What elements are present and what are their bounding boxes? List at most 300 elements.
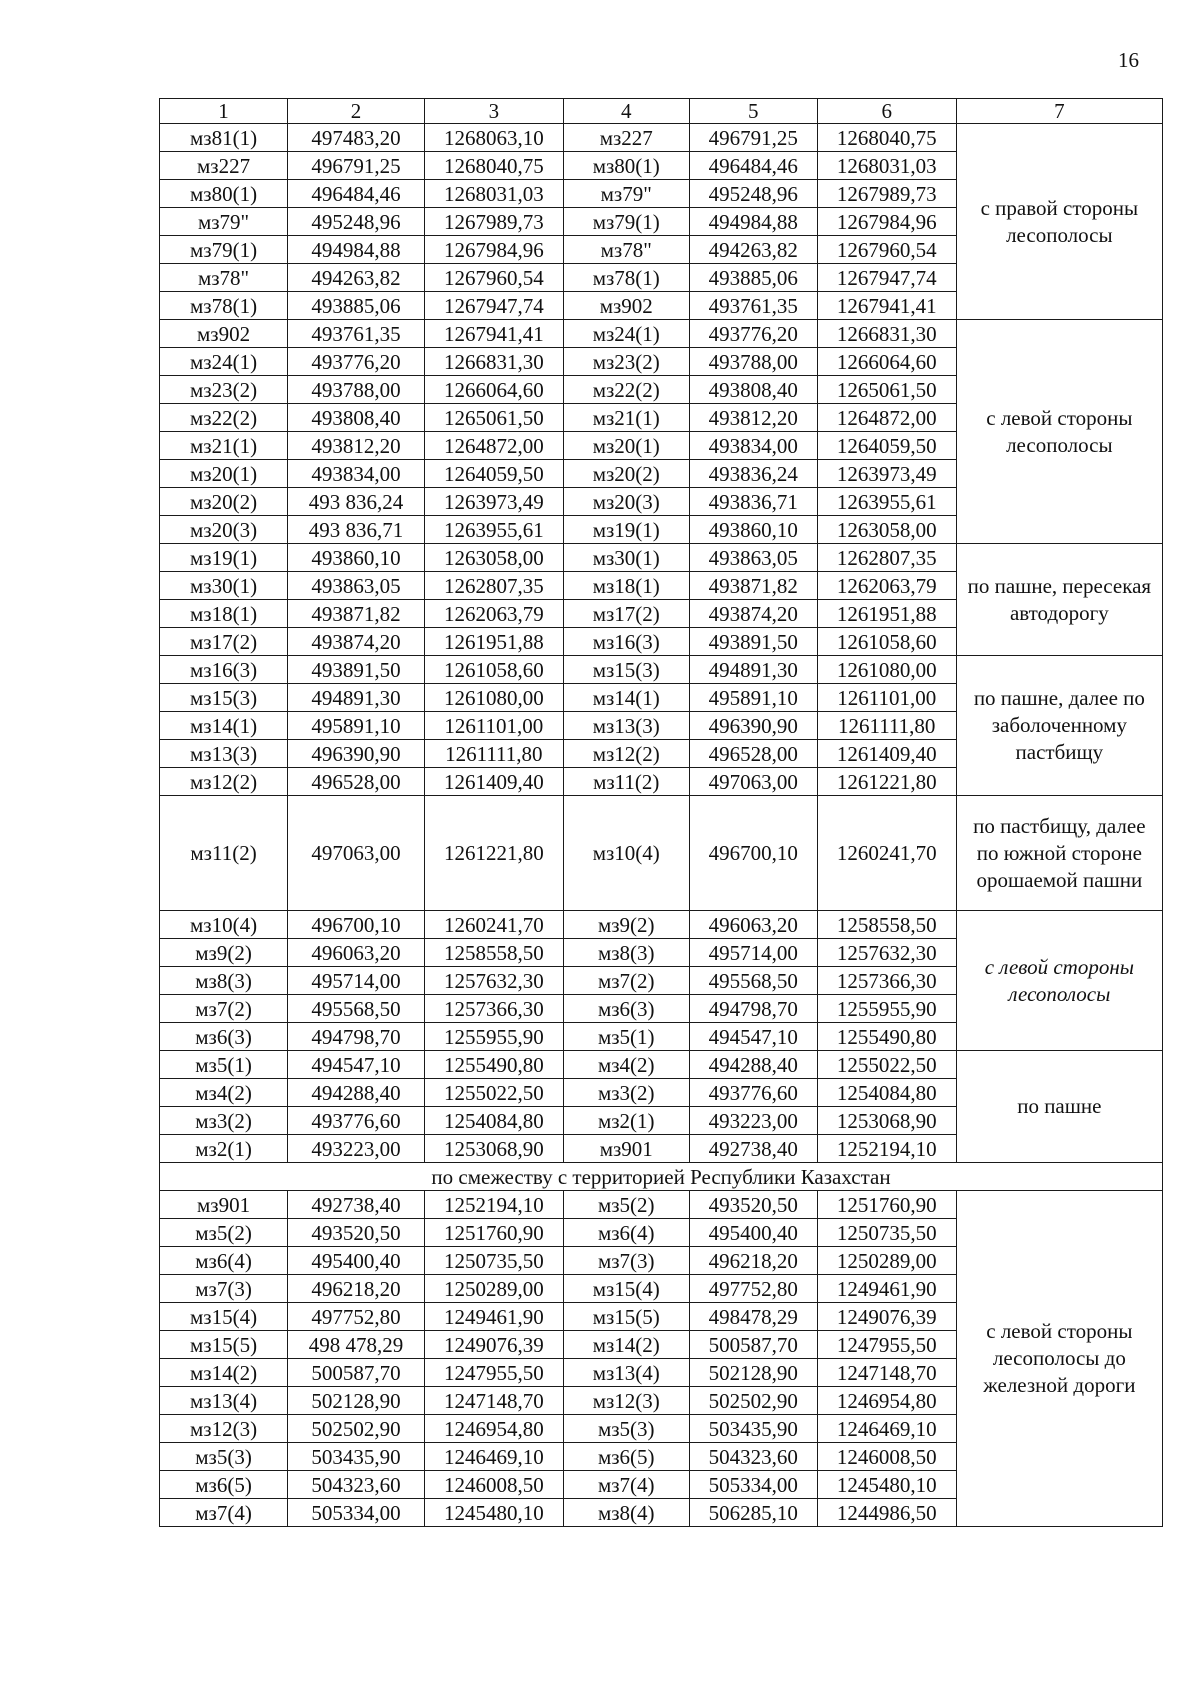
table-cell: мз16(3) (563, 628, 689, 656)
table-cell: мз7(4) (563, 1471, 689, 1499)
table-cell: 502502,90 (689, 1387, 817, 1415)
table-cell: 1262063,79 (817, 572, 956, 600)
table-cell: 1253068,90 (424, 1135, 563, 1163)
table-cell: 493863,05 (288, 572, 425, 600)
table-cell: мз7(2) (563, 967, 689, 995)
table-cell: 494547,10 (288, 1051, 425, 1079)
table-cell: мз20(3) (160, 516, 288, 544)
table-cell: 1267960,54 (424, 264, 563, 292)
table-cell: мз80(1) (160, 180, 288, 208)
table-cell: 493776,60 (288, 1107, 425, 1135)
table-cell: 496791,25 (288, 152, 425, 180)
table-cell: 1247148,70 (424, 1387, 563, 1415)
table-cell: мз15(5) (160, 1331, 288, 1359)
table-cell: 1266831,30 (817, 320, 956, 348)
table-cell: мз79(1) (563, 208, 689, 236)
table-cell: 494798,70 (689, 995, 817, 1023)
table-cell: мз12(2) (160, 768, 288, 796)
note-row (160, 1163, 1163, 1191)
table-header (160, 99, 1163, 124)
table-cell: 1267941,41 (424, 320, 563, 348)
table-cell: 1266064,60 (424, 376, 563, 404)
table-cell: 1268040,75 (817, 124, 956, 152)
table-cell: мз2(1) (160, 1135, 288, 1163)
table-cell: 496390,90 (689, 712, 817, 740)
table-cell: 493871,82 (288, 600, 425, 628)
page-number: 16 (1118, 48, 1139, 72)
table-cell: 1257632,30 (817, 939, 956, 967)
table-cell: 1268040,75 (424, 152, 563, 180)
table-cell: 493836,24 (689, 460, 817, 488)
table-cell: 1246008,50 (817, 1443, 956, 1471)
table-cell: 1262063,79 (424, 600, 563, 628)
table-cell: мз227 (563, 124, 689, 152)
table-cell: мз18(1) (563, 572, 689, 600)
table-cell: 493776,20 (288, 348, 425, 376)
table-cell: 1255490,80 (817, 1023, 956, 1051)
table-cell: 1254084,80 (817, 1079, 956, 1107)
table-cell: мз80(1) (563, 152, 689, 180)
table-cell: мз6(5) (563, 1443, 689, 1471)
table-cell: 1255955,90 (424, 1023, 563, 1051)
table-cell: 492738,40 (288, 1191, 425, 1219)
table-cell: 1261951,88 (424, 628, 563, 656)
table-cell: 1268031,03 (424, 180, 563, 208)
table-cell: 495891,10 (288, 712, 425, 740)
table-cell: мз227 (160, 152, 288, 180)
table-cell: мз20(2) (160, 488, 288, 516)
table-cell: мз15(4) (563, 1275, 689, 1303)
column-header: 7 (956, 99, 1162, 124)
table-cell: 494288,40 (288, 1079, 425, 1107)
table-cell: 493 836,71 (288, 516, 425, 544)
table-cell: мз5(2) (563, 1191, 689, 1219)
table-cell: 1244986,50 (817, 1499, 956, 1527)
column-header: 6 (817, 99, 956, 124)
table-cell: 1263955,61 (817, 488, 956, 516)
table-cell: 494891,30 (689, 656, 817, 684)
table-cell: 504323,60 (689, 1443, 817, 1471)
table-cell: 1267989,73 (817, 180, 956, 208)
table-cell: мз16(3) (160, 656, 288, 684)
table-cell: мз12(3) (563, 1387, 689, 1415)
table-cell: мз23(2) (160, 376, 288, 404)
table-cell: 1247955,50 (817, 1331, 956, 1359)
table-cell: мз20(1) (160, 460, 288, 488)
table-cell: 1245480,10 (817, 1471, 956, 1499)
table-cell: 495714,00 (288, 967, 425, 995)
table-cell: 1268063,10 (424, 124, 563, 152)
table-cell: мз15(4) (160, 1303, 288, 1331)
table-cell: 497483,20 (288, 124, 425, 152)
table-cell: 1246954,80 (817, 1387, 956, 1415)
table-cell: мз11(2) (160, 796, 288, 911)
table-cell: 497752,80 (288, 1303, 425, 1331)
table-cell: 493776,20 (689, 320, 817, 348)
table-cell: 1262807,35 (817, 544, 956, 572)
segment-description: по пашне, пересекая автодорогу (956, 544, 1162, 656)
table-cell: мз23(2) (563, 348, 689, 376)
table-cell: 1246469,10 (817, 1415, 956, 1443)
table-cell: 497063,00 (288, 796, 425, 911)
table-row (160, 1051, 1163, 1079)
table-cell: мз19(1) (563, 516, 689, 544)
segment-description: по пашне, далее по заболоченному пастбищу (956, 656, 1162, 796)
table-cell: 1249461,90 (817, 1275, 956, 1303)
table-body (160, 124, 1163, 1527)
table-cell: 1254084,80 (424, 1107, 563, 1135)
table-cell: 1263973,49 (817, 460, 956, 488)
table-cell: мз14(1) (160, 712, 288, 740)
table-cell: 496484,46 (288, 180, 425, 208)
table-cell: 1262807,35 (424, 572, 563, 600)
table-cell: 494263,82 (288, 264, 425, 292)
table-cell: 1252194,10 (424, 1191, 563, 1219)
table-cell: 1246469,10 (424, 1443, 563, 1471)
table-cell: 1267984,96 (817, 208, 956, 236)
segment-description: с левой стороны лесополосы (956, 320, 1162, 544)
border-note: по смежеству с территорией Республики Казахстан (160, 1163, 1163, 1191)
table-cell: 1250735,50 (424, 1247, 563, 1275)
table-cell: мз20(2) (563, 460, 689, 488)
table-cell: мз12(2) (563, 740, 689, 768)
table-cell: 493874,20 (288, 628, 425, 656)
table-cell: мз14(2) (563, 1331, 689, 1359)
table-cell: мз5(1) (160, 1051, 288, 1079)
table-cell: 496528,00 (689, 740, 817, 768)
table-cell: 505334,00 (689, 1471, 817, 1499)
table-cell: 497752,80 (689, 1275, 817, 1303)
table-cell: мз7(3) (563, 1247, 689, 1275)
table-cell: 497063,00 (689, 768, 817, 796)
table-cell: мз8(3) (160, 967, 288, 995)
table-cell: мз902 (563, 292, 689, 320)
table-cell: мз24(1) (563, 320, 689, 348)
table-cell: мз6(3) (160, 1023, 288, 1051)
table-cell: 1257366,30 (424, 995, 563, 1023)
table-cell: 496063,20 (689, 911, 817, 939)
table-cell: 493761,35 (689, 292, 817, 320)
table-cell: мз6(4) (563, 1219, 689, 1247)
table-cell: 1246954,80 (424, 1415, 563, 1443)
table-cell: мз6(4) (160, 1247, 288, 1275)
table-cell: 1249461,90 (424, 1303, 563, 1331)
table-cell: 493812,20 (689, 404, 817, 432)
table-cell: мз78" (563, 236, 689, 264)
table-cell: мз4(2) (563, 1051, 689, 1079)
table-cell: 1260241,70 (817, 796, 956, 911)
table-cell: 493834,00 (288, 460, 425, 488)
table-cell: 494288,40 (689, 1051, 817, 1079)
segment-description: с левой стороны лесополосы до железной дороги (956, 1191, 1162, 1527)
table-cell: мз8(3) (563, 939, 689, 967)
table-cell: 1245480,10 (424, 1499, 563, 1527)
column-header: 5 (689, 99, 817, 124)
table-cell: мз7(3) (160, 1275, 288, 1303)
table-cell: 493885,06 (288, 292, 425, 320)
table-cell: мз17(2) (563, 600, 689, 628)
table-cell: мз79(1) (160, 236, 288, 264)
table-cell: мз6(5) (160, 1471, 288, 1499)
table-row (160, 320, 1163, 348)
table-cell: 504323,60 (288, 1471, 425, 1499)
table-cell: мз81(1) (160, 124, 288, 152)
table-cell: 1261221,80 (424, 796, 563, 911)
column-header: 3 (424, 99, 563, 124)
table-cell: 493776,60 (689, 1079, 817, 1107)
table-cell: 493223,00 (288, 1135, 425, 1163)
table-cell: 1260241,70 (424, 911, 563, 939)
table-cell: 1261058,60 (424, 656, 563, 684)
table-cell: мз21(1) (563, 404, 689, 432)
table-cell: 1255955,90 (817, 995, 956, 1023)
table-cell: 492738,40 (689, 1135, 817, 1163)
table-cell: 1249076,39 (424, 1331, 563, 1359)
segment-description: по пастбищу, далее по южной стороне орошаемой пашни (956, 796, 1162, 911)
table-cell: 505334,00 (288, 1499, 425, 1527)
table-cell: 493863,05 (689, 544, 817, 572)
table-cell: 496390,90 (288, 740, 425, 768)
table-cell: мз10(4) (160, 911, 288, 939)
table-cell: 493860,10 (288, 544, 425, 572)
table-cell: 494798,70 (288, 1023, 425, 1051)
table-cell: 493871,82 (689, 572, 817, 600)
table-cell: мз12(3) (160, 1415, 288, 1443)
table-cell: мз3(2) (160, 1107, 288, 1135)
segment-description: по пашне (956, 1051, 1162, 1163)
table-cell: 495568,50 (689, 967, 817, 995)
table-cell: 1246008,50 (424, 1471, 563, 1499)
table-cell: мз5(3) (160, 1443, 288, 1471)
table-cell: 1249076,39 (817, 1303, 956, 1331)
table-row (160, 124, 1163, 152)
table-cell: 503435,90 (288, 1443, 425, 1471)
table-cell: 1261101,00 (424, 712, 563, 740)
table-cell: 493891,50 (288, 656, 425, 684)
table-cell: 496484,46 (689, 152, 817, 180)
table-cell: 496218,20 (689, 1247, 817, 1275)
table-cell: 495400,40 (288, 1247, 425, 1275)
table-cell: мз24(1) (160, 348, 288, 376)
table-cell: 494547,10 (689, 1023, 817, 1051)
table-cell: 494984,88 (288, 236, 425, 264)
table-cell: 493834,00 (689, 432, 817, 460)
column-header: 4 (563, 99, 689, 124)
boundary-coordinates-table (159, 98, 1163, 1527)
table-cell: мз7(2) (160, 995, 288, 1023)
table-cell: 1261409,40 (817, 740, 956, 768)
table-cell: 498478,29 (689, 1303, 817, 1331)
table-cell: 495248,96 (288, 208, 425, 236)
table-cell: мз15(5) (563, 1303, 689, 1331)
table-cell: мз17(2) (160, 628, 288, 656)
table-row (160, 911, 1163, 939)
table-cell: 1263955,61 (424, 516, 563, 544)
table-cell: мз30(1) (160, 572, 288, 600)
table-cell: 1266831,30 (424, 348, 563, 376)
table-cell: 495568,50 (288, 995, 425, 1023)
table-cell: 495891,10 (689, 684, 817, 712)
table-cell: 1267984,96 (424, 236, 563, 264)
table-cell: 1267989,73 (424, 208, 563, 236)
table-cell: 1250735,50 (817, 1219, 956, 1247)
table-cell: 500587,70 (288, 1359, 425, 1387)
table-cell: 1263058,00 (817, 516, 956, 544)
table-cell: 1261221,80 (817, 768, 956, 796)
table-cell: мз78(1) (563, 264, 689, 292)
table-cell: 1255022,50 (817, 1051, 956, 1079)
table-cell: 506285,10 (689, 1499, 817, 1527)
table-cell: 495400,40 (689, 1219, 817, 1247)
table-cell: 494263,82 (689, 236, 817, 264)
table-cell: 494891,30 (288, 684, 425, 712)
table-cell: 1265061,50 (817, 376, 956, 404)
table-cell: 493761,35 (288, 320, 425, 348)
table-cell: 496063,20 (288, 939, 425, 967)
table-cell: мз79" (563, 180, 689, 208)
table-cell: мз15(3) (160, 684, 288, 712)
table-cell: мз9(2) (160, 939, 288, 967)
table-cell: 1250289,00 (424, 1275, 563, 1303)
table-cell: 498 478,29 (288, 1331, 425, 1359)
table-cell: мз19(1) (160, 544, 288, 572)
table-cell: 1247148,70 (817, 1359, 956, 1387)
table-cell: 1261111,80 (817, 712, 956, 740)
table-cell: 1251760,90 (817, 1191, 956, 1219)
table-cell: мз11(2) (563, 768, 689, 796)
table-cell: 1265061,50 (424, 404, 563, 432)
table-cell: 1261058,60 (817, 628, 956, 656)
table-cell: 500587,70 (689, 1331, 817, 1359)
table-cell: 1263973,49 (424, 488, 563, 516)
table-cell: 1267947,74 (817, 264, 956, 292)
table-cell: 496791,25 (689, 124, 817, 152)
table-cell: мз6(3) (563, 995, 689, 1023)
table-cell: мз79" (160, 208, 288, 236)
table-cell: 1257632,30 (424, 967, 563, 995)
table-cell: 496700,10 (288, 911, 425, 939)
table-cell: 494984,88 (689, 208, 817, 236)
table-cell: мз10(4) (563, 796, 689, 911)
table-cell: мз2(1) (563, 1107, 689, 1135)
table-cell: 502502,90 (288, 1415, 425, 1443)
table-cell: 496528,00 (288, 768, 425, 796)
table-row (160, 656, 1163, 684)
table-cell: 493808,40 (689, 376, 817, 404)
table-cell: мз7(4) (160, 1499, 288, 1527)
table-cell: мз78" (160, 264, 288, 292)
table-cell: 1266064,60 (817, 348, 956, 376)
table-cell: 493788,00 (288, 376, 425, 404)
table-row (160, 796, 1163, 911)
table-cell: мз9(2) (563, 911, 689, 939)
table-cell: 1264872,00 (817, 404, 956, 432)
table-cell: 1255490,80 (424, 1051, 563, 1079)
table-cell: мз13(4) (160, 1387, 288, 1415)
column-header: 1 (160, 99, 288, 124)
table-cell: 1267947,74 (424, 292, 563, 320)
table-cell: 1257366,30 (817, 967, 956, 995)
column-header: 2 (288, 99, 425, 124)
table-cell: 1252194,10 (817, 1135, 956, 1163)
table-cell: 1267941,41 (817, 292, 956, 320)
table-cell: мз4(2) (160, 1079, 288, 1107)
table-row (160, 544, 1163, 572)
table-cell: 1264059,50 (424, 460, 563, 488)
table-cell: 493520,50 (288, 1219, 425, 1247)
table-cell: 493788,00 (689, 348, 817, 376)
table-cell: 493885,06 (689, 264, 817, 292)
table-cell: мз13(4) (563, 1359, 689, 1387)
table-row (160, 1191, 1163, 1219)
table-cell: 1261111,80 (424, 740, 563, 768)
table-cell: 1247955,50 (424, 1359, 563, 1387)
table-cell: 493874,20 (689, 600, 817, 628)
table-cell: 1261951,88 (817, 600, 956, 628)
table-cell: 1253068,90 (817, 1107, 956, 1135)
table-cell: 502128,90 (689, 1359, 817, 1387)
table-cell: 1264059,50 (817, 432, 956, 460)
table-cell: мз21(1) (160, 432, 288, 460)
table-cell: 495714,00 (689, 939, 817, 967)
table-cell: мз13(3) (563, 712, 689, 740)
table-cell: 495248,96 (689, 180, 817, 208)
table-cell: мз3(2) (563, 1079, 689, 1107)
table-cell: 1258558,50 (424, 939, 563, 967)
table-cell: мз14(1) (563, 684, 689, 712)
table-cell: мз901 (160, 1191, 288, 1219)
table-cell: 493223,00 (689, 1107, 817, 1135)
table-cell: 1251760,90 (424, 1219, 563, 1247)
table-cell: 1263058,00 (424, 544, 563, 572)
table-cell: 1261101,00 (817, 684, 956, 712)
table-cell: мз30(1) (563, 544, 689, 572)
table-cell: 1250289,00 (817, 1247, 956, 1275)
table-cell: мз5(3) (563, 1415, 689, 1443)
table-cell: мз5(1) (563, 1023, 689, 1051)
table-cell: мз13(3) (160, 740, 288, 768)
table-cell: 493520,50 (689, 1191, 817, 1219)
table-cell: 496700,10 (689, 796, 817, 911)
table-cell: мз22(2) (563, 376, 689, 404)
table-cell: 496218,20 (288, 1275, 425, 1303)
table-cell: 1258558,50 (817, 911, 956, 939)
table-cell: 1261080,00 (424, 684, 563, 712)
table-cell: 493836,71 (689, 488, 817, 516)
table-cell: 493860,10 (689, 516, 817, 544)
table-cell: 1261080,00 (817, 656, 956, 684)
table-cell: 1267960,54 (817, 236, 956, 264)
table-cell: мз8(4) (563, 1499, 689, 1527)
table-cell: 1264872,00 (424, 432, 563, 460)
table-cell: 493891,50 (689, 628, 817, 656)
table-cell: 1261409,40 (424, 768, 563, 796)
table-cell: мз22(2) (160, 404, 288, 432)
table-cell: 493 836,24 (288, 488, 425, 516)
table-cell: мз78(1) (160, 292, 288, 320)
table-cell: мз18(1) (160, 600, 288, 628)
table-cell: 1255022,50 (424, 1079, 563, 1107)
table-cell: мз901 (563, 1135, 689, 1163)
segment-description: с левой стороны лесополосы (956, 911, 1162, 1051)
header-row (160, 99, 1163, 124)
table-cell: мз5(2) (160, 1219, 288, 1247)
table-cell: 1268031,03 (817, 152, 956, 180)
table-cell: мз20(1) (563, 432, 689, 460)
segment-description: с правой стороны лесополосы (956, 124, 1162, 320)
table-cell: мз902 (160, 320, 288, 348)
table-cell: мз15(3) (563, 656, 689, 684)
